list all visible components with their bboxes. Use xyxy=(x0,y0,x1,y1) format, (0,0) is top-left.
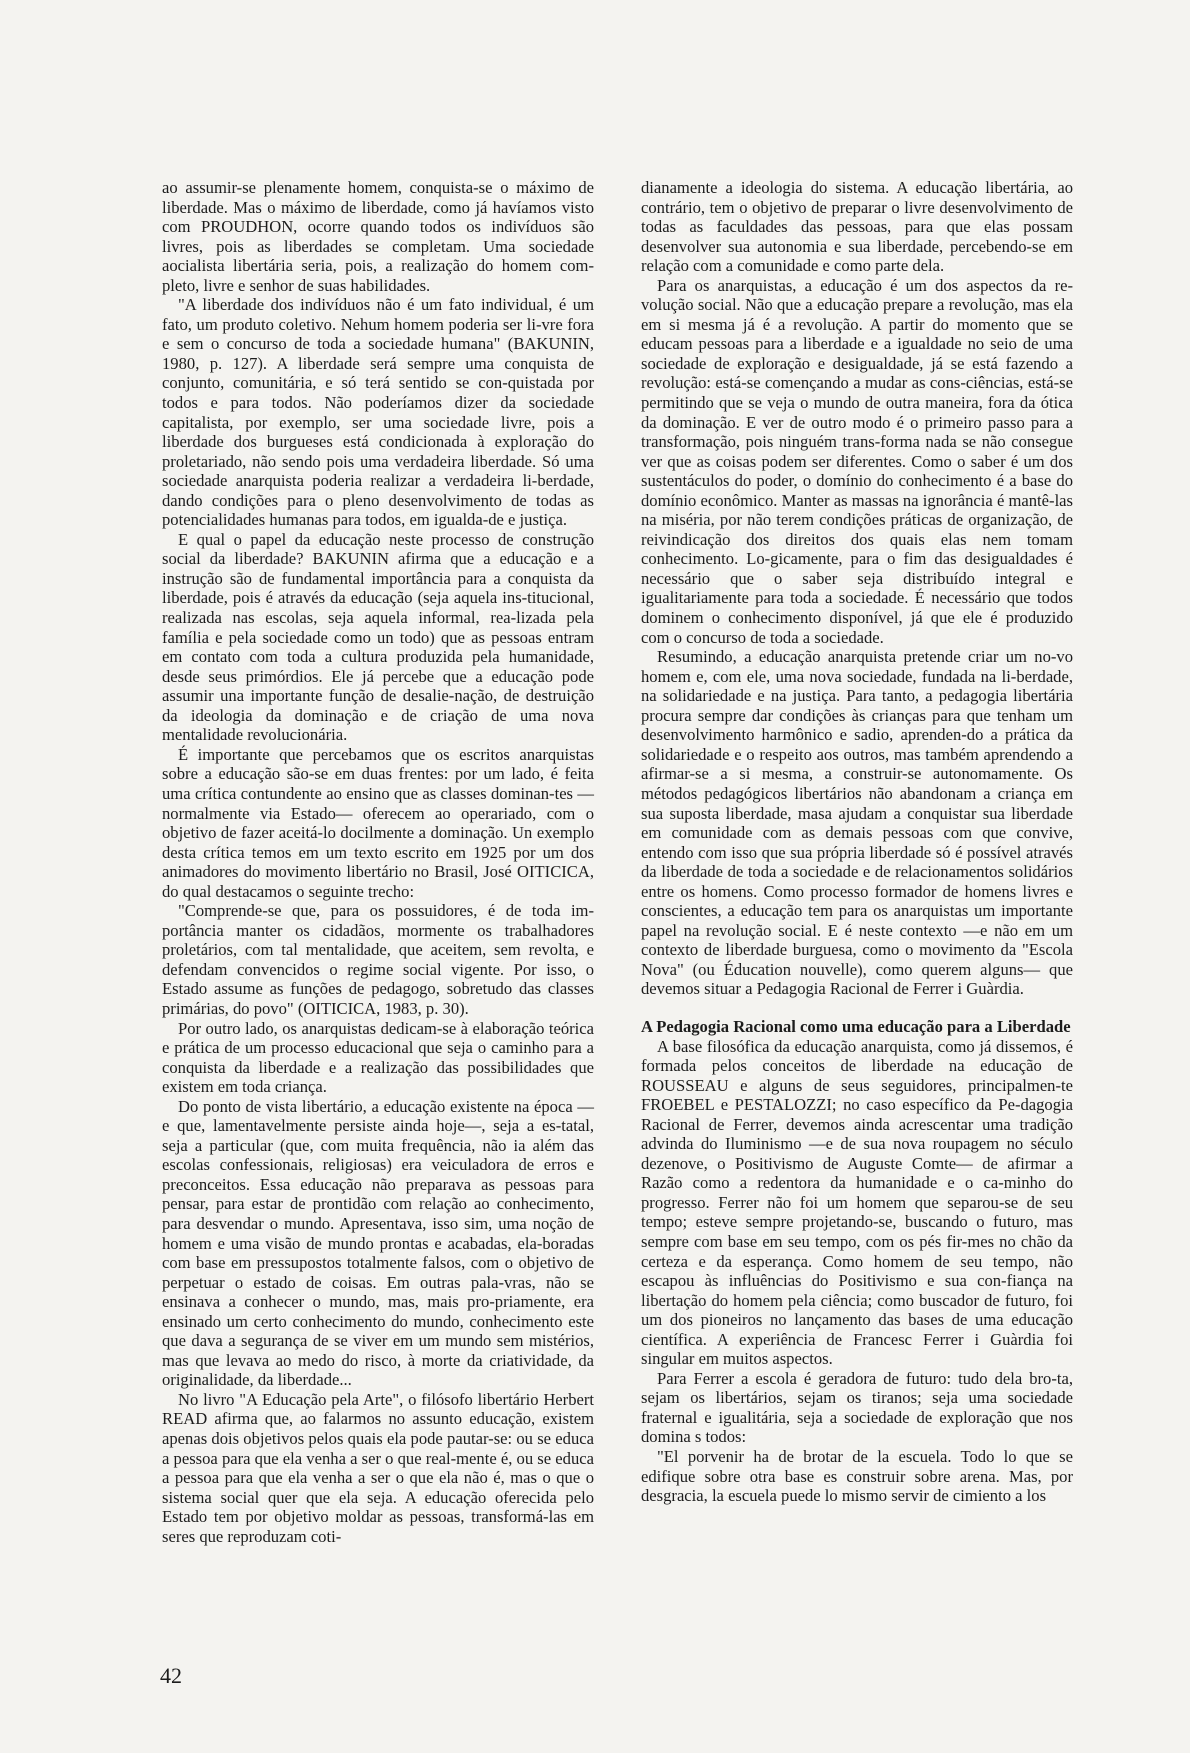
body-paragraph: Resumindo, a educação anarquista pretende criar um no-vo homem e, com ele, uma nova sociedade, fundada na li-berdade, na solidariedade e na justiça. Para tanto, a pedagogia libertária procura sempre dar condições às crianças para que tenham um desenvolvimento harmônico e sadio, aprenden-do a prática da solidariedade e o respeito aos outros, mas também aprendendo a afirmar-se a si mesma, a construir-se autonomamente. Os métodos pedagógicos libertários não abandonam a criança em sua suposta liberdade, masa ajudam a conquistar sua liberdade em comunidade com as demais pessoas com que convive, entendo com isso que sua própria liberdade só é possível através da liberdade de toda a sociedade e de relacionamentos solidários entre os homens. Como processo formador de homens livres e conscientes, a educação tem para os anarquistas um importante papel na revolução social. E é neste contexto —e não em um contexto de liberdade burguesa, como o movimento da "Escola Nova" (ou Éducation nouvelle), como querem alguns— que devemos situar a Pedagogia Racional de Ferrer i Guàrdia. xyxy=(641,647,1073,999)
body-paragraph: A base filosófica da educação anarquista, como já dissemos, é formada pelos conceitos de liberdade na educação de ROUSSEAU e alguns de seus seguidores, principalmen-te FROEBEL e PESTALOZZI; no caso específico da Pe-dagogia Racional de Ferrer, devemos ainda acrescentar uma tradição advinda do Iluminismo —e de sua nova roupagem no século dezenove, o Positivismo de Auguste Comte— de afirmar a Razão como a redentora da humanidade e o ca-minho do progresso. Ferrer não foi um homem que separou-se de seu tempo; esteve sempre projetando-se, buscando o futuro, mas sempre com base em seu tempo, com os pés fir-mes no chão da certeza e da esperança. Como homem de seu tempo, não escapou às influências do Positivismo e sua con-fiança na libertação do homem pela ciência; como buscador de futuro, foi um dos pioneiros no lançamento das bases de uma educação científica. A experiência de Francesc Ferrer i Guàrdia foi singular em muitos aspectos. xyxy=(641,1036,1073,1369)
body-paragraph: ao assumir-se plenamente homem, conquista-se o máximo de liberdade. Mas o máximo de liberdade, como já havíamos visto com PROUDHON, ocorre quando todos os indivíduos são livres, pois as liberdades se completam. Uma sociedade aocialista libertária seria, pois, a realização do homem com-pleto, livre e senhor de suas habilidades. xyxy=(162,178,594,295)
quote-paragraph: "El porvenir ha de brotar de la escuela. Todo lo que se edifique sobre otra base es construir sobre arena. Mas, por desgracia, la escuela puede lo mismo servir de cimiento a los xyxy=(641,1447,1073,1506)
body-paragraph: No livro "A Educação pela Arte", o filósofo libertário Herbert READ afirma que, ao falarmos no assunto educação, existem apenas dois objetivos pelos quais ela pode pautar-se: ou se educa a pessoa para que ela venha a ser o que real-mente é, ou se educa a pessoa para que ela venha a ser o que ela não é, mas o que o sistema social quer que ela seja. A educação oferecida pelo Estado tem por objetivo moldar as pessoas, transformá-las em seres que reproduzam coti- xyxy=(162,1389,594,1546)
body-paragraph: Para Ferrer a escola é geradora de futuro: tudo dela bro-ta, sejam os libertários, sejam os tiranos; seja uma sociedade fraternal e igualitária, seja a sociedade de exploração que nos domina s todos: xyxy=(641,1368,1073,1447)
quote-paragraph: "Comprende-se que, para os possuidores, é de toda im-portância manter os cidadãos, mormente os trabalhadores proletários, com tal mentalidade, que aceitem, sem revolta, e defendam convencidos o regime social vigente. Por isso, o Estado assume as funções de pedagogo, sobretudo das classes primárias, do povo" (OITICICA, 1983, p. 30). xyxy=(162,901,594,1018)
page-number: 42 xyxy=(160,1663,182,1688)
body-paragraph: É importante que percebamos que os escritos anarquistas sobre a educação são-se em duas frentes: por um lado, é feita uma crítica contundente ao ensino que as classes dominan-tes —normalmente via Estado— oferecem ao operariado, com o objetivo de fazer aceitá-lo docilmente a dominação. Un exemplo desta crítica temos em um texto escrito em 1925 por um dos animadores do movimento libertário no Brasil, José OITICICA, do qual destacamos o seguinte trecho: xyxy=(162,744,594,901)
section-heading: A Pedagogia Racional como uma educação para a Liberdade xyxy=(641,1016,1071,1036)
body-paragraph: Por outro lado, os anarquistas dedicam-se à elaboração teórica e prática de um processo educacional que seja o caminho para a conquista da liberdade e a realização das possibilidades que existem em toda criança. xyxy=(162,1018,594,1097)
left-column xyxy=(162,178,594,1546)
body-paragraph: Para os anarquistas, a educação é um dos aspectos da re-volução social. Não que a educação prepare a revolução, mas ela em si mesma já é a revolução. A partir do momento que se educam pessoas para a liberdade e a igualdade no seio de uma sociedade de exploração e desigualdade, já se está fazendo a revolução: está-se començando a mudar as cons-ciências, está-se permitindo que se veja o mundo de outra maneira, fora da ótica da dominação. E ver de outro modo é o primeiro passo para a transformação, pois ninguém trans-forma nada se não consegue ver que as coisas podem ser diferentes. Como o saber é um dos sustentáculos do poder, o domínio do conhecimento é a base do domínio econômico. Manter as massas na ignorância é mantê-las na miséria, por não terem condições práticas de organização, de reivindicação dos direitos dos quais elas nem tomam conhecimento. Lo-gicamente, para o fim das desigualdades é necessário que o saber seja distribuído integral e igualitariamente para toda a sociedade. É necessário que todos dominem o conhecimento disponível, já que ele é produzido com o concurso de toda a sociedade. xyxy=(641,275,1073,647)
body-paragraph: dianamente a ideologia do sistema. A educação libertária, ao contrário, tem o objetivo de preparar o livre desenvolvimento de todas as faculdades das pessoas, para que elas possam desenvolver sua autonomia e sua liberdade, percebendo-se em relação com a comunidade e como parte dela. xyxy=(641,178,1073,276)
quote-paragraph: "A liberdade dos indivíduos não é um fato individual, é um fato, um produto coletivo. Nehum homem poderia ser li-vre fora e sem o concurso de toda a sociedade humana" (BAKUNIN, 1980, p. 127). A liberdade será sempre uma conquista de conjunto, comunitária, e só terá sentido se con-quistada por todos e para todos. Não poderíamos dizer da sociedade capitalista, por exemplo, ser uma sociedade livre, pois a liberdade dos burgueses está condicionada à exploração do proletariado, não sendo pois uma verdadeira liberdade. Só uma sociedade anarquista poderia realizar a verdadeira li-berdade, dando condições para o pleno desenvolvimento de todas as potencialidades humanas para todos, em igualda-de e justiça. xyxy=(162,295,594,530)
body-paragraph: E qual o papel da educação neste processo de construção social da liberdade? BAKUNIN afirma que a educação e a instrução são de fundamental importância para a conquista da liberdade, pois é através da educação (seja aquela ins-titucional, realizada nas escolas, seja aquela informal, rea-lizada pela família e pela sociedade como un todo) que as pessoas entram em contato com toda a cultura produzida pela humanidade, desde seus primórdios. Ele já percebe que a educação pode assumir una importante função de desalie-nação, de destruição da ideologia da dominação e de criação de uma nova mentalidade revolucionária. xyxy=(162,529,594,745)
right-column xyxy=(641,178,1073,1506)
body-paragraph: Do ponto de vista libertário, a educação existente na época —e que, lamentavelmente persiste ainda hoje—, seja a es-tatal, seja a particular (que, com muita frequência, não ia além das escolas confessionais, religiosas) era veiculadora de erros e preconceitos. Essa educação não preparava as pessoas para pensar, para estar de prontidão com relação ao conhecimento, para desvendar o mundo. Apresentava, isso sim, uma noção de homem e uma visão de mundo prontas e acabadas, ela-boradas com base em pressupostos totalmente falsos, com o objetivo de perpetuar o estado de coisas. Em outras pala-vras, não se ensinava a conhecer o mundo, mas, mais pro-priamente, era ensinado um certo conhecimento do mundo, conhecimento este que dava a segurança de se viver em um mundo sem mistérios, mas que levava ao medo do risco, à morte da criatividade, da originalidade, da liberdade... xyxy=(162,1096,594,1390)
